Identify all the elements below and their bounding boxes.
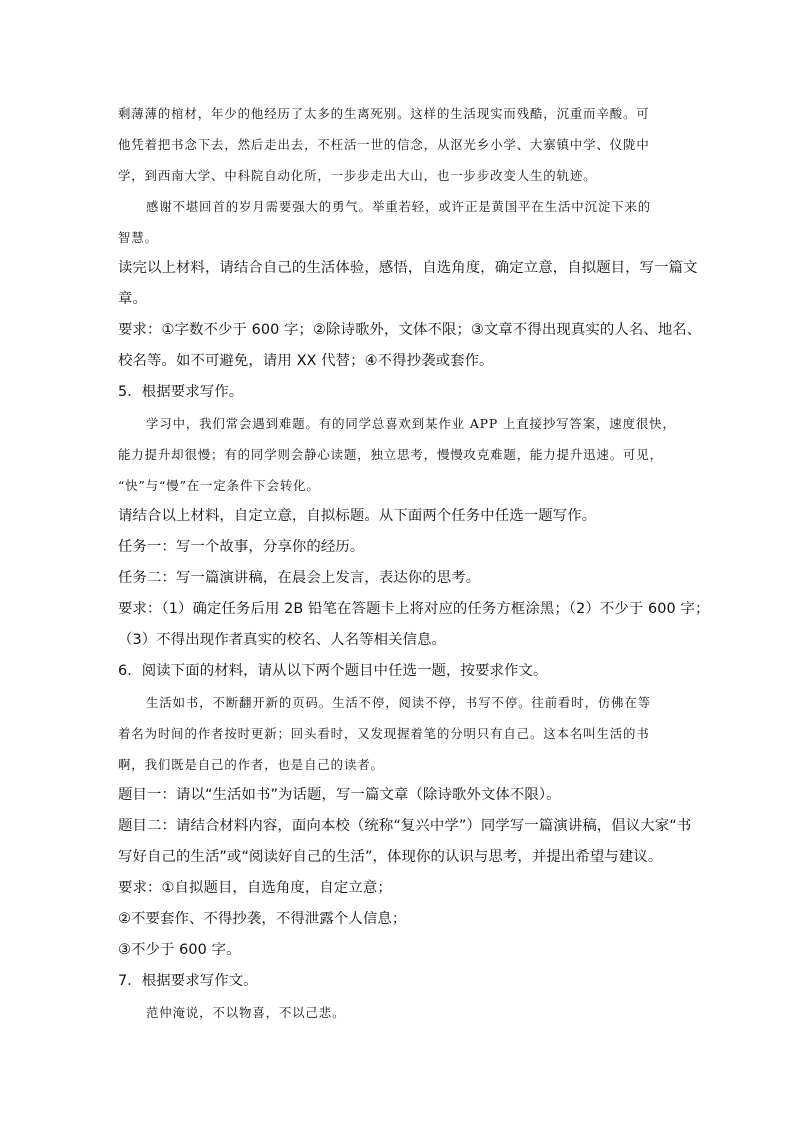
material-line: 生活如书，不断翻开新的页码。生活不停，阅读不停，书写不停。往前看时，仿佛在等 <box>146 695 652 710</box>
text-line: 他凭着把书念下去，然后走出去，不枉活一世的信念，从沤光乡小学、大寨镇中学、仪陇中 <box>118 137 650 152</box>
material-line: 啊，我们既是自己的作者，也是自己的读者。 <box>118 757 384 772</box>
requirement-line: （3）不得出现作者真实的校名、人名等相关信息。 <box>118 632 447 648</box>
text-line: 智慧。 <box>118 230 158 245</box>
question-5 <box>118 377 710 656</box>
question-heading: 6．阅读下面的材料，请从以下两个题目中任选一题，按要求作文。 <box>118 663 548 679</box>
question-6 <box>118 656 692 966</box>
material-line: “快”与“慢”在一定条件下会转化。 <box>118 478 320 493</box>
text-line: 感谢不堪回首的岁月需要强大的勇气。举重若轻，或许正是黄国平在生活中沉淀下来的 <box>146 199 652 214</box>
topic-one: 题目一：请以“生活如书”为话题，写一篇文章（除诗歌外文体不限）。 <box>118 787 561 803</box>
instruction-line: 章。 <box>118 291 147 307</box>
text-line: 剩薄薄的棺材，年少的他经历了太多的生离死别。这样的生活现实而残酷，沉重而辛酸。可 <box>118 106 650 121</box>
material-continuation <box>118 98 684 253</box>
material-line: 范仲淹说，不以物喜，不以己悲。 <box>146 1005 346 1020</box>
material-line: 能力提升却很慢；有的同学则会静心读题，独立思考，慢慢攻克难题，能力提升迅速。可见， <box>118 447 663 462</box>
instruction-line: 请结合以上材料，自定立意，自拟标题。从下面两个任务中任选一题写作。 <box>118 508 597 524</box>
text-line: 学，到西南大学、中科院自动化所，一步步走出大山，也一步步改变人生的轨迹。 <box>118 168 597 183</box>
topic-two-line: 题目二：请结合材料内容，面向本校（统称“复兴中学”）同学写一篇演讲稿，倡议大家“书 <box>118 818 692 834</box>
question-7 <box>118 966 684 1028</box>
topic-two-line: 写好自己的生活”或“阅读好自己的生活”，体现你的认识与思考，并提出希望与建议。 <box>118 849 663 865</box>
question-heading: 5．根据要求写作。 <box>118 384 244 400</box>
question-4-instructions <box>118 253 702 377</box>
question-heading: 7．根据要求写作文。 <box>118 973 258 989</box>
task-one: 任务一：写一个故事，分享你的经历。 <box>118 539 365 555</box>
requirement-line: ③不少于 600 字。 <box>118 942 241 958</box>
material-line: 学习中，我们常会遇到难题。有的同学总喜欢到某作业 APP 上直接抄写答案，速度很快， <box>146 416 676 431</box>
requirement-line: 要求：①自拟题目，自选角度，自定立意； <box>118 880 392 896</box>
requirement-line: 校名等。如不可避免，请用 XX 代替；④不得抄袭或套作。 <box>118 353 494 369</box>
requirement-line: ②不要套作、不得抄袭，不得泄露个人信息； <box>118 911 407 927</box>
requirement-line: 要求：①字数不少于 600 字；②除诗歌外，文体不限；③文章不得出现真实的人名、地名、 <box>118 322 702 338</box>
task-two: 任务二：写一篇演讲稿，在晨会上发言，表达你的思考。 <box>118 570 481 586</box>
requirement-line: 要求：（1）确定任务后用 2B 铅笔在答题卡上将对应的任务方框涂黑；（2）不少于 600 字； <box>118 601 710 617</box>
instruction-line: 读完以上材料，请结合自己的生活体验，感悟，自选角度，确定立意，自拟题目，写一篇文 <box>118 260 698 276</box>
material-line: 着名为时间的作者按时更新；回头看时，又发现握着笔的分明只有自己。这本名叫生活的书 <box>118 726 650 741</box>
